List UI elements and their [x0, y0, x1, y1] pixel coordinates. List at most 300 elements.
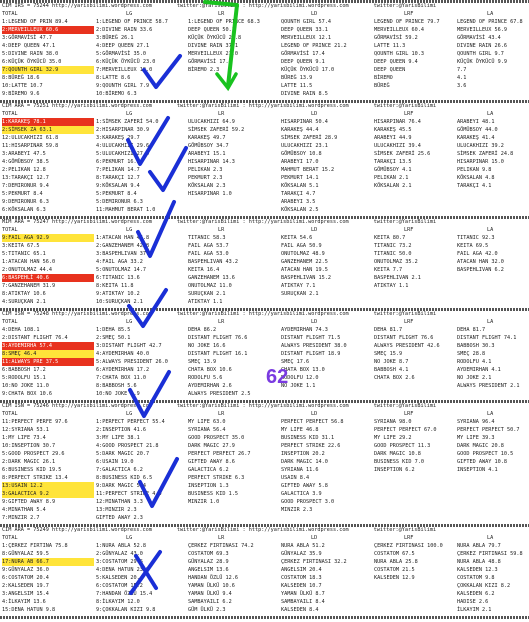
table-cell: 4:İLKAYIM 13.6: [2, 599, 46, 605]
table-row: [0, 326, 529, 334]
column-header: TOTAL: [2, 111, 18, 117]
column-header: LR: [218, 227, 225, 233]
column-header: LA: [487, 11, 494, 17]
table-cell: ONUTOLMAZ 35.2: [374, 259, 418, 265]
column-header-row: [0, 410, 529, 418]
table-cell: TITANIC 92.3: [457, 235, 495, 241]
table-cell: 10:BİREMO 6.3: [96, 91, 137, 97]
table-cell: ÇERKEZ FIRTINASI 59.8: [457, 551, 523, 557]
table-cell: KEITA 69.5: [457, 243, 489, 249]
table-cell: 5:RODOLFU 15.1: [2, 375, 46, 381]
race-block: [0, 0, 529, 100]
table-row: [0, 290, 529, 298]
table-cell: MY LIFE 63.0: [188, 419, 226, 425]
table-cell: PERFECT STRIKE 6.3: [188, 475, 245, 481]
table-cell: 8:PERFECT STRIKE 13.4: [2, 475, 68, 481]
table-cell: KÖKSALAN 2.1: [374, 183, 412, 189]
table-cell: AYDEMIRHAN 4.1: [457, 367, 501, 373]
table-cell: NURA ABLA 48.8: [457, 559, 501, 565]
table-cell: GALACTICA 6.2: [188, 467, 229, 473]
table-cell: GÜNYALAZ 35.9: [281, 551, 322, 557]
table-row: [0, 598, 529, 606]
table-cell: ALWAYS PRESIDENT 2.1: [457, 383, 520, 389]
column-header: LD: [311, 319, 318, 325]
table-cell: BİREMO 2.3: [188, 67, 220, 73]
table-cell: MERVEILLEUX 21.0: [188, 51, 238, 57]
table-cell: SİMSEK ZAFERİ 24.8: [457, 151, 514, 157]
column-header: LG: [126, 535, 133, 541]
table-cell: QOUNTH GIRL 9.7: [457, 51, 504, 57]
table-cell: PERFECT STRIKE 22.6: [281, 443, 341, 449]
table-cell: TARAKÇI 4.7: [281, 191, 316, 197]
table-cell: 8:TARAKÇI 12.7: [96, 175, 140, 181]
table-cell: 7:GALACTICA 6.2: [96, 467, 143, 473]
table-cell: DEEP QUEEN 33.1: [281, 27, 328, 33]
table-row: [0, 74, 529, 82]
table-cell: HANDAN ÖZLÜ 12.6: [188, 575, 238, 581]
table-cell: GÖRMAVİSİ 17.4: [188, 59, 232, 65]
table-cell: 2:INSEPTION 41.6: [96, 427, 146, 433]
table-cell: 10:SURUÇKAN 2.1: [96, 299, 143, 305]
table-cell: AYDEMIRHAN 74.3: [281, 327, 328, 333]
race-block: [0, 308, 529, 400]
column-header: TOTAL: [2, 227, 18, 233]
table-cell: PEKMURT 2.3: [188, 175, 223, 181]
table-cell: SİMSEK ZAFERİ 25.6: [374, 151, 431, 157]
table-cell: FAIL AGA 42.0: [457, 251, 498, 257]
table-cell: 9:CHATA BOX 10.6: [2, 391, 52, 397]
table-cell: 5:GOOD PROSPECT 29.6: [2, 451, 65, 457]
column-header-row: [0, 226, 529, 234]
table-cell: INSEPTION 6.2: [374, 467, 415, 473]
table-cell: 11:ALWAYS PRE 37.5: [2, 358, 94, 366]
table-cell: 13:TARAKÇI 12.7: [2, 175, 49, 181]
table-cell: ATIKTAY 7.1: [281, 283, 316, 289]
table-cell: KEITA 80.7: [374, 235, 406, 241]
table-cell: 15:DENA HATUN 9.8: [2, 607, 56, 613]
table-cell: HISARPINAR 76.4: [374, 119, 421, 125]
table-cell: SURUÇKAN 2.1: [281, 291, 319, 297]
table-row: [0, 542, 529, 550]
table-cell: CHATA BOX 2.6: [374, 375, 415, 381]
column-header: LRF: [404, 535, 414, 541]
table-cell: HISARPINAR 14.3: [188, 159, 235, 165]
table-cell: BÜREĞ 13.9: [281, 75, 313, 81]
table-cell: CHATA BOX 10.6: [188, 367, 232, 373]
table-cell: 1:SİMSEK ZAFERİ 54.0: [96, 119, 159, 125]
race-block: [0, 400, 529, 524]
table-cell: RODOLFU 4.1: [457, 359, 492, 365]
table-row: [0, 366, 529, 374]
table-cell: SYRIANA 11.6: [281, 467, 319, 473]
table-cell: RODOLFU 5.6: [188, 375, 223, 381]
table-cell: ARABEYI 15.1: [188, 151, 226, 157]
table-cell: 3:ANGELSIM 15.4: [2, 591, 49, 597]
table-cell: DEEP QUEEN 9.1: [281, 59, 325, 65]
table-cell: DISTANT FLIGHT 71.5: [281, 335, 341, 341]
column-header: LA: [487, 111, 494, 117]
table-cell: 4:DEEP QUEEN 27.1: [96, 43, 150, 49]
table-cell: 1:ATACAN HAN 46.8: [96, 235, 150, 241]
table-row: [0, 558, 529, 566]
column-header: LA: [487, 535, 494, 541]
table-cell: KÖKSALAN 2.3: [188, 183, 226, 189]
table-cell: 2:DIVINE RAIN 33.6: [96, 27, 153, 33]
table-cell: 6:PEKMURT 16.5: [96, 159, 140, 165]
table-row: [0, 582, 529, 590]
table-cell: NURA ABLA 51.2: [281, 543, 325, 549]
table-cell: MERVEILLEUX 56.9: [457, 27, 507, 33]
table-cell: NURA ABLA 25.8: [374, 559, 418, 565]
table-cell: SMEÇ 17.6: [281, 359, 310, 365]
table-cell: 10:NO JOKE 11.0: [2, 383, 49, 389]
table-cell: QOUNTH GIRL 57.4: [281, 19, 331, 25]
table-row: [0, 58, 529, 66]
table-row: [0, 42, 529, 50]
table-cell: SMEÇ 13.9: [188, 359, 217, 365]
table-row: [0, 142, 529, 150]
table-cell: KALSEDEN 12.9: [374, 575, 415, 581]
table-cell: 6:KÜÇÜK ÖYKÜCÜ 23.0: [96, 59, 156, 65]
table-cell: 3:ARABEYI 47.5: [2, 151, 46, 157]
table-cell: 11:PERFECT PERFE 97.6: [2, 419, 68, 425]
column-header: TOTAL: [2, 535, 18, 541]
column-header: LR: [218, 535, 225, 541]
table-cell: SYRIANA 98.0: [374, 419, 412, 425]
table-cell: 4:DENA HATUN 23.7: [96, 567, 150, 573]
table-cell: DEEP QUEEN 9.4: [374, 59, 418, 65]
table-row: [0, 234, 529, 242]
table-row: [0, 26, 529, 34]
table-cell: COSTATOM 67.5: [374, 551, 415, 557]
table-cell: 6:BUSINESS KID 19.5: [2, 467, 62, 473]
table-cell: GIFTED AWAY 2.3: [96, 515, 143, 521]
table-cell: 9:GÜNYALAZ 36.0: [2, 567, 49, 573]
table-row: [0, 118, 529, 126]
table-cell: 9:QOUNTH GIRL 7.9: [96, 83, 150, 89]
table-cell: 8:ATIKTAY 10.6: [2, 291, 46, 297]
table-cell: LEGEND OF PRINCE 67.8: [457, 19, 523, 25]
table-cell: 2:SİMSEK ZA 63.1: [2, 126, 94, 134]
table-row: [0, 266, 529, 274]
table-cell: GOOD PROSPECT 10.5: [457, 451, 514, 457]
table-row: [0, 434, 529, 442]
table-cell: HISARPINAR 15.0: [457, 159, 504, 165]
table-cell: MY LIFE 39.3: [457, 435, 495, 441]
table-cell: TITANIC 50.0: [374, 251, 412, 257]
table-cell: KEITA 7.7: [374, 267, 403, 273]
table-cell: GÖMÜBSOY 10.8: [281, 151, 322, 157]
table-cell: PERFECT PERFECT 50.7: [457, 427, 520, 433]
table-cell: ALWAYS PRESIDENT 38.0: [281, 343, 347, 349]
table-cell: ALWAYS PRESIDENT 42.6: [374, 343, 440, 349]
table-cell: GÜM ÜLKÜ 2.3: [188, 607, 226, 613]
table-cell: 7:CHATA BOX 11.0: [96, 375, 146, 381]
table-cell: SAMBAYAILI 6.2: [188, 599, 232, 605]
table-cell: MERVEILLEUX 12.1: [281, 35, 331, 41]
table-cell: ATACAN HAN 19.5: [281, 267, 328, 273]
table-cell: ÇOKKALAN KIZI 8.2: [457, 583, 511, 589]
table-cell: 6:COSTATOM 20.4: [2, 575, 49, 581]
table-cell: DISTANT FLIGHT 18.9: [281, 351, 341, 357]
table-row: [0, 390, 529, 398]
column-header: LRF: [404, 227, 414, 233]
table-cell: ARABEYI 17.0: [281, 159, 319, 165]
table-row: [0, 18, 529, 26]
table-cell: 1:MY LIFE 73.4: [2, 435, 46, 441]
table-cell: MY LIFE 29.2: [374, 435, 412, 441]
table-cell: TITANIC 73.2: [374, 243, 412, 249]
table-cell: DIVINE RAIN 26.6: [457, 43, 507, 49]
table-row: [0, 498, 529, 506]
table-cell: KÜÇÜK ÖYKÜCÜ 9.9: [457, 59, 507, 65]
table-row: [0, 574, 529, 582]
table-cell: BÜREĞ: [374, 83, 390, 89]
table-cell: ULUCAKHIZI 39.2: [457, 143, 504, 149]
column-header: LA: [487, 319, 494, 325]
table-cell: SYRIANA 96.4: [457, 419, 495, 425]
table-cell: 2:DARK MAGIC 26.1: [2, 459, 56, 465]
table-cell: 17:NURA AB 66.7: [2, 558, 94, 566]
table-cell: ULUCAKHIZI 64.9: [188, 119, 235, 125]
table-cell: 9:ÇOKKALAN KIZI 9.8: [96, 607, 156, 613]
table-cell: 7:GANZEHANEM 31.9: [2, 283, 56, 289]
table-cell: 2:MERVEILLEUX 60.6: [2, 26, 94, 34]
table-cell: BUSINESS KID 31.1: [281, 435, 335, 441]
table-cell: MERVEILLEUX 60.4: [374, 27, 424, 33]
table-row: [0, 282, 529, 290]
table-cell: LATTE 11.5: [281, 83, 313, 89]
table-cell: 2:GÜNYALAZ 43.0: [96, 551, 143, 557]
table-cell: GIFTED AWAY 5.8: [281, 483, 328, 489]
table-cell: 8:KEITA 11.8: [96, 283, 134, 289]
table-cell: DISTANT FLIGHT 76.6: [188, 335, 248, 341]
race-block: [0, 524, 529, 616]
table-row: [0, 374, 529, 382]
race-header: MIM ARA = 75247 http://yarisbilimi.wordpress.com twitter:@YarisBilimi : http://yarisbilimi.wordpress.com twitter:@YarisBilimi: [2, 219, 437, 225]
table-cell: 4:SURUÇKAN 2.1: [2, 299, 46, 305]
table-cell: GOOD PROSPECT 35.0: [188, 435, 245, 441]
column-header: LR: [218, 319, 225, 325]
table-cell: 3:DISTANT FLIGHT 42.7: [96, 343, 162, 349]
table-cell: TITANIC 58.3: [188, 235, 226, 241]
table-cell: ANGELSIM 20.4: [281, 567, 322, 573]
table-cell: KALSEDEN 8.4: [281, 607, 319, 613]
table-row: [0, 426, 529, 434]
table-cell: 4:GOOD PROSPECT 21.8: [96, 443, 159, 449]
table-cell: DEHA 86.2: [188, 327, 217, 333]
table-cell: PERFECT PERFECT 26.7: [188, 451, 251, 457]
column-header-row: [0, 318, 529, 326]
table-cell: INSEPTION 1.3: [188, 483, 229, 489]
table-row: [0, 174, 529, 182]
table-cell: ONUTOLMAZ 11.0: [188, 283, 232, 289]
table-cell: KALSEDEN 10.7: [281, 583, 322, 589]
table-row: [0, 158, 529, 166]
table-cell: ULUCAKHIZI 39.4: [374, 143, 421, 149]
table-cell: LATTE 11.3: [374, 43, 406, 49]
table-row: [0, 198, 529, 206]
table-cell: 4:AYDEMIRHAN 40.0: [96, 351, 150, 357]
table-cell: 7:MERVEILLEUX 19.0: [96, 67, 153, 73]
column-header: LRF: [404, 111, 414, 117]
table-cell: KARAKEŞ 45.5: [374, 127, 412, 133]
table-cell: DISTANT FLIGHT 76.6: [374, 335, 434, 341]
table-cell: YAMAN ÜLKÜ 8.7: [281, 591, 325, 597]
table-cell: BASPEHLIVAN 6.2: [457, 267, 504, 273]
table-cell: 8:İLKAYIM 12.0: [96, 599, 140, 605]
race-block: [0, 100, 529, 216]
table-row: [0, 258, 529, 266]
table-cell: 3:AYDEMIRHA 57.4: [2, 342, 94, 350]
table-cell: 4:GÖMÜBSOY 38.5: [2, 159, 49, 165]
table-cell: BİREMO: [374, 75, 393, 81]
column-header: LG: [126, 227, 133, 233]
table-cell: KEITA 16.4: [188, 267, 220, 273]
table-cell: 7:MINZIR 2.7: [2, 515, 40, 521]
column-header: LR: [218, 411, 225, 417]
table-cell: 5:KALSEDEN 20.4: [96, 575, 143, 581]
table-cell: 13:MINZIR 2.3: [96, 507, 137, 513]
table-cell: 10:LATTE 10.7: [2, 83, 43, 89]
table-cell: 5:GÖRMAVİSİ 35.0: [96, 51, 146, 57]
column-header-row: [0, 10, 529, 18]
table-cell: 8:BABBOSH 5.6: [96, 383, 137, 389]
table-cell: NO JOKE 1.1: [281, 383, 316, 389]
table-cell: ARABEYI 48.1: [457, 119, 495, 125]
table-cell: ÇERKEZ FIRTINASI 100.0: [374, 543, 443, 549]
table-cell: 6:BASPEHLİ 40.6: [2, 274, 94, 282]
table-cell: 3:COSTATOM 29.6: [96, 559, 143, 565]
table-cell: 4:MINATHAN 5.4: [2, 507, 46, 513]
table-cell: GÖMÜBSOY 44.0: [457, 127, 498, 133]
table-cell: GÖRMAVİSİ 59.2: [374, 35, 418, 41]
table-cell: 5:TITANIC 65.1: [2, 251, 46, 257]
table-cell: 9:ATIKTAY 10.2: [96, 291, 140, 297]
table-cell: DISTANT FLIGHT 16.1: [188, 351, 248, 357]
table-row: [0, 506, 529, 514]
table-cell: 2:PELIKAN 12.8: [2, 167, 46, 173]
table-cell: DEHA 81.7: [374, 327, 403, 333]
table-cell: YAMAN ÜLKÜ 9.4: [188, 591, 232, 597]
table-cell: 7:DEMIRONUR 9.4: [2, 183, 49, 189]
table-cell: ATIKTAY 1.1: [188, 299, 223, 305]
table-row: [0, 242, 529, 250]
table-cell: 11:PERFECT STRIKE 4.0: [96, 491, 162, 497]
table-cell: MINZIR 2.3: [281, 507, 313, 513]
table-row: [0, 382, 529, 390]
table-cell: 5:PEKMURT 8.4: [2, 191, 43, 197]
table-cell: USAIN 8.4: [281, 475, 310, 481]
table-cell: 7:HANDAN ÖZLÜ 15.4: [96, 591, 153, 597]
race-header: CIM ARA = 75251 http://yarisbilimi.wordpress.com twitter:@YarisBilimi : http://yarisbilimi.wordpress.com twitter:@YarisBilimi: [2, 103, 437, 109]
block-separator: [0, 616, 529, 619]
table-row: [0, 418, 529, 426]
table-row: [0, 134, 529, 142]
table-row: [0, 342, 529, 350]
column-header: LA: [487, 411, 494, 417]
table-cell: 5:DIVINE RAIN 38.0: [2, 51, 59, 57]
table-cell: 6:KÖKSALAN 6.3: [2, 207, 46, 213]
column-header: TOTAL: [2, 411, 18, 417]
table-cell: 1:PERFECT PERFECT 55.4: [96, 419, 165, 425]
column-header-row: [0, 110, 529, 118]
table-cell: DEHA 81.7: [457, 327, 486, 333]
race-header: CIM ISN = 75246 http://yarisbilimi.wordpress.com twitter:@YarisBilimi : http://yarisbilimi.wordpress.com twitter:@YarisBilimi: [2, 403, 437, 409]
table-row: [0, 66, 529, 74]
column-header: LD: [311, 11, 318, 17]
table-cell: 2:SMEÇ 50.1: [96, 335, 131, 341]
table-row: [0, 190, 529, 198]
table-cell: HADISE 2.6: [457, 599, 489, 605]
table-cell: SURUÇKAN 2.1: [188, 291, 226, 297]
table-cell: RODOLFU 12.0: [281, 375, 319, 381]
table-cell: NO JOKE 16.6: [188, 343, 226, 349]
table-cell: 2:HISARPINAR 30.9: [96, 127, 150, 133]
column-header: LG: [126, 111, 133, 117]
table-cell: 5:DEMIRONUR 6.3: [96, 199, 143, 205]
table-cell: 3.6: [457, 83, 467, 89]
table-cell: ULUCAKHIZI 23.1: [281, 143, 328, 149]
table-cell: 7:QOUNTH GIRL 32.9: [2, 66, 94, 74]
column-header: LD: [311, 535, 318, 541]
table-cell: GOOD PROSPECT 3.0: [281, 499, 335, 505]
table-cell: 1:ÇERKEZ FIRTINA 75.8: [2, 543, 68, 549]
table-cell: GÖRMAVİSİ 17.4: [281, 51, 325, 57]
table-cell: 10:INSEPTION 30.7: [2, 443, 56, 449]
table-cell: ÇERKEZ FIRTINASI 74.2: [188, 543, 254, 549]
table-cell: DARK MAGIC 27.9: [188, 443, 235, 449]
table-cell: HISARPINAR 50.4: [281, 119, 328, 125]
table-cell: ÇERKEZ FIRTINASI 32.2: [281, 559, 347, 565]
table-cell: DARK MAGIC 14.0: [281, 459, 328, 465]
table-row: [0, 514, 529, 522]
table-cell: GÖMÜBSOY 34.7: [188, 143, 229, 149]
table-cell: 1:KARAKEŞ 78.1: [2, 118, 94, 126]
table-cell: MINZIR 1.0: [188, 499, 220, 505]
table-cell: 1:NURA ABLA 52.8: [96, 543, 146, 549]
table-cell: 9:DARK MAGIC 5.4: [96, 483, 146, 489]
table-cell: SİMSEK ZAFERİ 28.9: [281, 135, 338, 141]
column-header: LR: [218, 11, 225, 17]
table-row: [0, 474, 529, 482]
table-cell: KALSEDEN 12.3: [457, 567, 498, 573]
table-cell: LEGEND OF PRINCE 79.7: [374, 19, 440, 25]
table-cell: 6:KÜÇÜK ÖYKÜCÜ 35.0: [2, 59, 62, 65]
table-row: [0, 466, 529, 474]
table-row: [0, 442, 529, 450]
table-row: [0, 150, 529, 158]
table-cell: QOUNTH GIRL 10.3: [374, 51, 424, 57]
table-cell: ONUTOLMAZ 48.9: [281, 251, 325, 257]
table-cell: 6:BABBOSH 17.2: [2, 367, 46, 373]
table-cell: COSTATOM 9.8: [457, 575, 495, 581]
table-cell: 3:BASPEHLIVAN 37.8: [96, 251, 153, 257]
table-cell: 4.1: [457, 75, 467, 81]
table-cell: 10:NO JOKE 4.9: [96, 391, 140, 397]
table-cell: 1:ATACAN HAN 56.0: [2, 259, 56, 265]
table-cell: 5:ALWAYS PRESIDENT 26.0: [96, 359, 168, 365]
race-header: CIM ARA = 75249 http://yarisbilimi.wordpress.com twitter:@YarisBilimi : http://yarisbilimi.wordpress.com twitter:@YarisBilimi: [2, 527, 437, 533]
table-row: [0, 490, 529, 498]
handwritten-number: 62: [266, 366, 289, 388]
table-cell: LEGEND OF PRINCE 21.2: [281, 43, 347, 49]
table-cell: GÜNYALAZ 28.9: [188, 559, 229, 565]
table-row: [0, 350, 529, 358]
table-cell: 4:DEEP QUEEN 47.1: [2, 43, 56, 49]
table-cell: TARAKÇI 13.5: [374, 159, 412, 165]
table-cell: 6:AYDEMIRHAN 17.2: [96, 367, 150, 373]
